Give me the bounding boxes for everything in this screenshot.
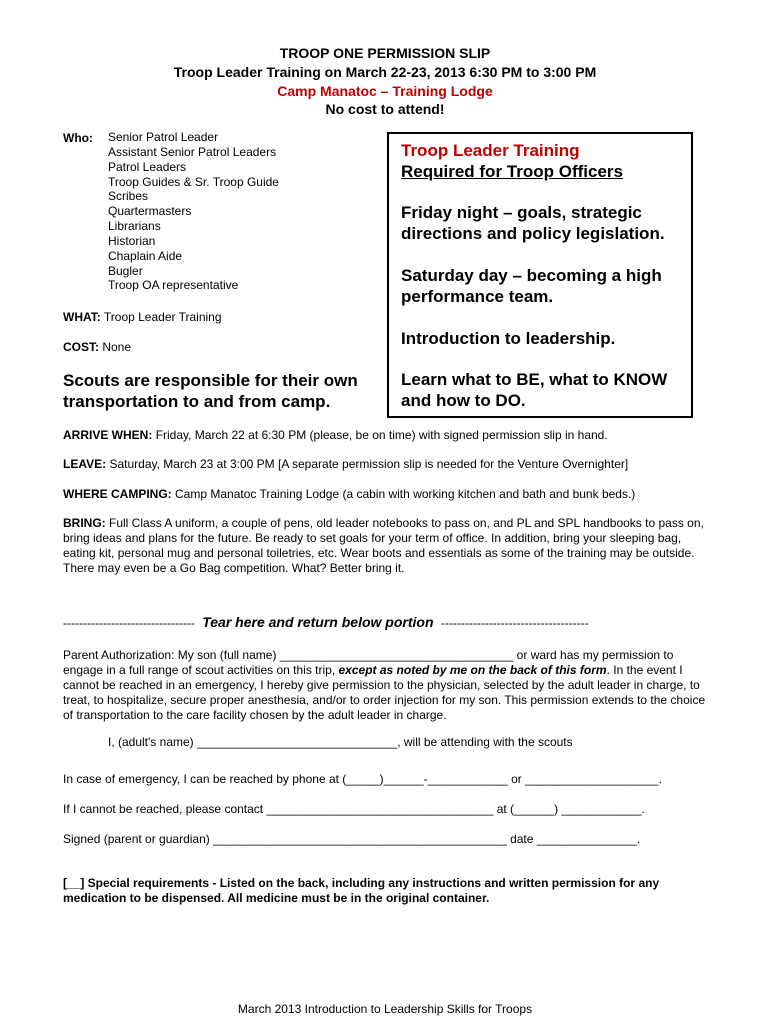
event-subtitle: Troop Leader Training on March 22-23, 2013 6:30 PM to 3:00 PM [173,64,597,80]
where-label: WHERE CAMPING: [63,487,172,501]
leave-label: LEAVE: [63,457,107,471]
cost-value: None [102,340,132,354]
what-label: WHAT: [63,310,101,324]
bring-value: Full Class A uniform, a couple of pens, old leader notebooks to pass on, and PL and SPL handbooks to pass on, bring ideas and plans for the future. Be ready to set goals for your term of office. In addition, bring your sleeping bag, eating kit, personal mug and personal toiletries, etc. Wear boots and essentials as some of the training may be outside. There may even be a Go Bag competition. What? Better bring it. [63,516,704,575]
authorization-part2: . In the event I cannot be reached in an emergency, I hereby give permission to the physician, selected by the adult leader in charge, to treat, to hospitalize, secure proper anesthesia, and/or to order injection for my son. This permission extends to the choice of transportation to the care facility chosen by the adult leader in charge. [63,663,706,722]
box-title: Troop Leader Training [401,141,580,160]
transport-note: Scouts are responsible for their own transportation to and from camp. [63,371,358,411]
list-item: Quartermasters [108,204,192,219]
list-item: Librarians [108,219,161,234]
list-item: Historian [108,233,156,248]
authorization-part1: Parent Authorization: My son (full name) ___________________________________ or ward has my permission to engage in a full range of scout activities on this trip, [63,648,674,677]
where-value: Camp Manatoc Training Lodge (a cabin with working kitchen and bath and bunk beds.) [175,487,636,501]
page-title: TROOP ONE PERMISSION SLIP [279,45,491,61]
arrive-row [63,428,713,443]
bring-label: BRING: [63,516,106,530]
what-value: Troop Leader Training [103,310,222,324]
box-intro: Introduction to leadership. [401,329,616,348]
who-label: Who: [63,131,93,145]
leave-row [63,457,713,472]
list-item: Troop OA representative [108,278,239,293]
list-item: Patrol Leaders [108,159,187,174]
cost-label: COST: [63,340,99,354]
bring-paragraph [63,516,705,576]
event-location: Camp Manatoc – Training Lodge [277,83,493,99]
what-row [63,310,222,325]
adult-name-line[interactable]: I, (adult's name) ______________________________, will be attending with the scouts [108,735,573,749]
authorization-emphasis: except as noted by me on the back of this form [338,663,607,677]
who-list [108,130,378,293]
authorization-paragraph [63,648,708,723]
emergency-contact-line[interactable]: If I cannot be reached, please contact __________________________________ at (______) ____________. [63,802,645,816]
tear-dashes-right: ------------------------------------- [440,616,589,630]
tear-line [63,614,713,630]
page-footer: March 2013 Introduction to Leadership Skills for Troops [237,1002,533,1016]
box-saturday: Saturday day – becoming a high performance team. [401,266,662,306]
leave-value: Saturday, March 23 at 3:00 PM [A separate permission slip is needed for the Venture Overnighter] [109,457,629,471]
cost-note: No cost to attend! [325,101,445,117]
tear-dashes-left: --------------------------------- [63,616,195,630]
list-item: Senior Patrol Leader [108,130,219,144]
where-row [63,487,713,502]
special-requirements[interactable]: [__] Special requirements - Listed on the back, including any instructions and written permission for any medication to be dispensed. All medicine must be in the original container. [63,876,660,905]
box-friday: Friday night – goals, strategic directions and policy legislation. [401,203,665,243]
arrive-value: Friday, March 22 at 6:30 PM (please, be on time) with signed permission slip in hand. [155,428,608,442]
list-item: Chaplain Aide [108,248,183,263]
list-item: Assistant Senior Patrol Leaders [108,144,277,159]
signature-line[interactable]: Signed (parent or guardian) ____________________________________________ date _______________. [63,832,641,846]
cost-row [63,340,131,355]
arrive-label: ARRIVE WHEN: [63,428,153,442]
tear-label: Tear here and return below portion [202,614,434,630]
list-item: Troop Guides & Sr. Troop Guide [108,174,279,189]
emergency-phone-line[interactable]: In case of emergency, I can be reached by phone at (_____)______-____________ or ____________________. [63,772,662,786]
box-learn: Learn what to BE, what to KNOW and how to DO. [401,370,668,410]
training-info-box [387,132,693,418]
list-item: Scribes [108,189,149,204]
list-item: Bugler [108,263,143,278]
box-subtitle: Required for Troop Officers [401,162,623,181]
